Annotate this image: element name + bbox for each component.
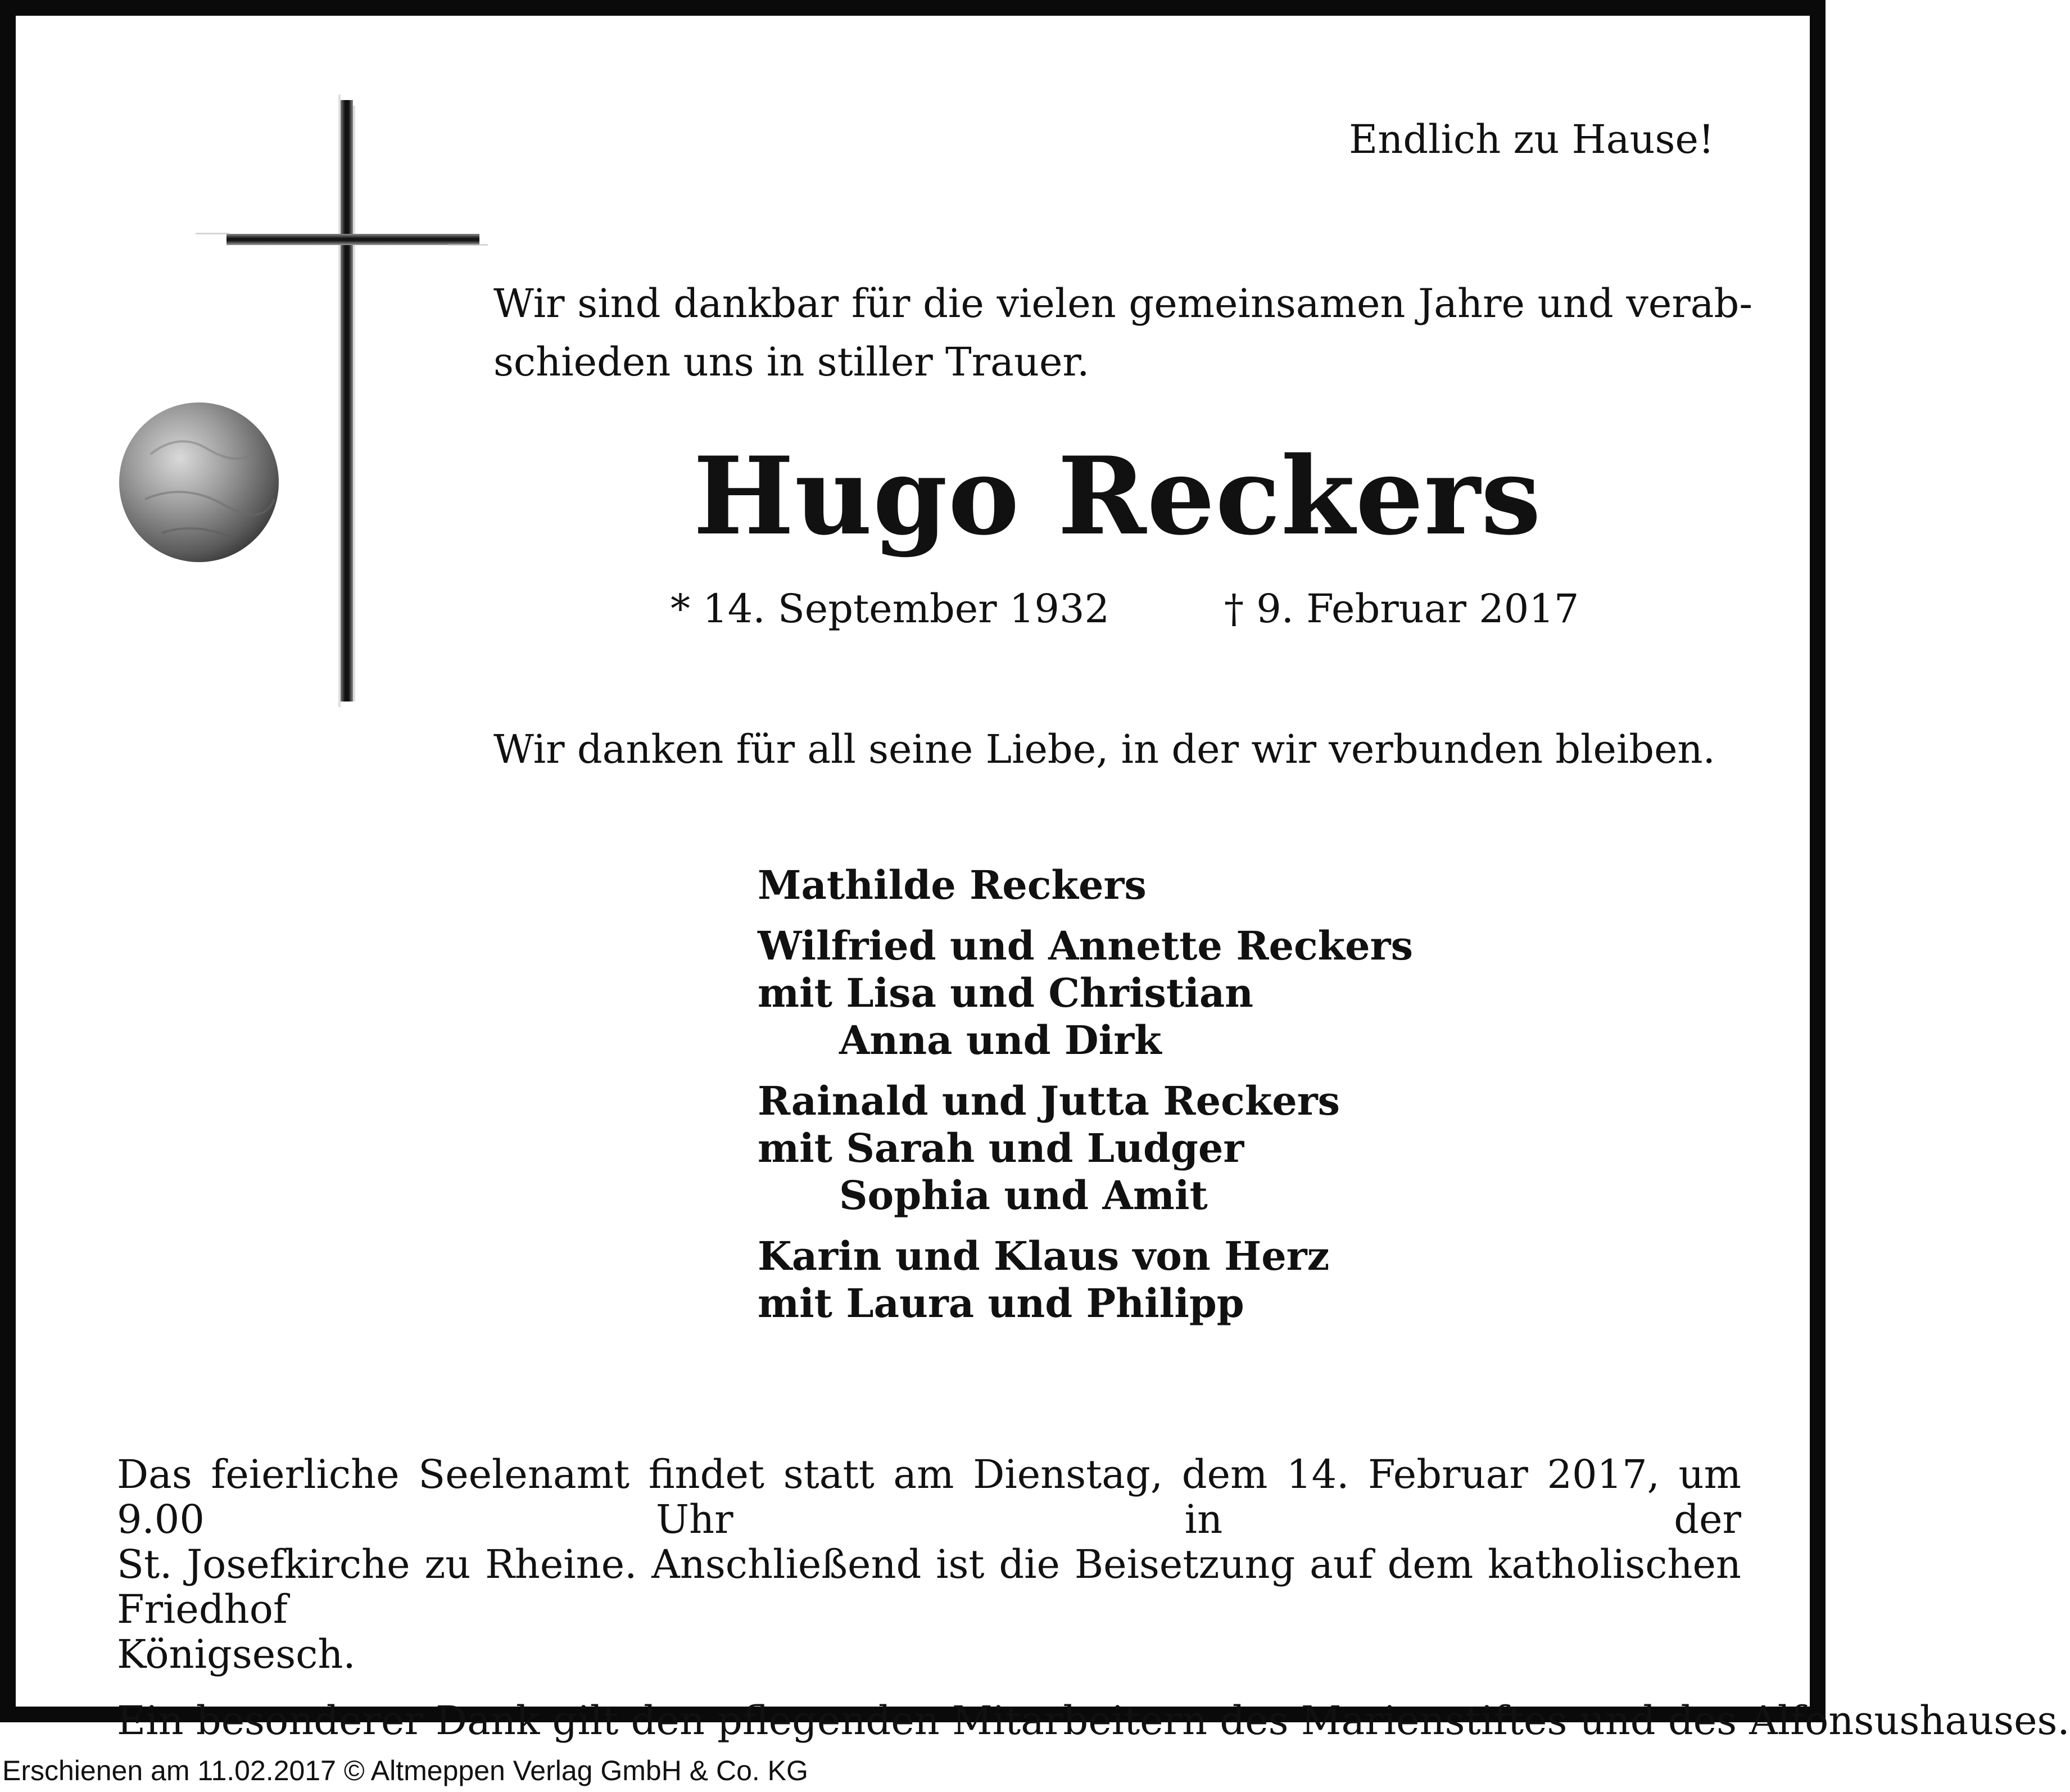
cross-icon [111, 94, 505, 713]
family-line: Mathilde Reckers [758, 862, 1147, 908]
family-group [758, 1078, 1413, 1219]
family-line: mit Lisa und Christian [758, 970, 1254, 1016]
notice-line: Ein besonderer Dank gilt den pflegenden Mitarbeitern des Marienstiftes und des Alfonsushauses. [117, 1698, 2070, 1744]
family-group [758, 1233, 1413, 1327]
family-line: Sophia und Amit [839, 1172, 1208, 1219]
birth-date: * 14. September 1932 [671, 586, 1110, 632]
family-list [758, 862, 1413, 1341]
publication-footer: Erschienen am 11.02.2017 © Altmeppen Verlag GmbH & Co. KG [2, 1755, 808, 1786]
earth-sphere-icon [119, 402, 279, 562]
family-line: Anna und Dirk [839, 1017, 1162, 1064]
intro-line: schieden uns in stiller Trauer. [493, 339, 1090, 385]
thanks-text: Wir danken für all seine Liebe, in der wir verbunden bleiben. [493, 726, 1715, 772]
service-notice [117, 1451, 2070, 1744]
family-group [758, 862, 1413, 909]
paragraph-gap [117, 1677, 1741, 1698]
notice-line: St. Josefkirche zu Rheine. Anschließend ist die Beisetzung auf dem katholischen Friedhof [117, 1541, 1741, 1632]
intro-paragraph [493, 274, 1752, 391]
notice-line: Das feierliche Seelenamt findet statt am Dienstag, dem 14. Februar 2017, um 9.00 Uhr in der [117, 1451, 1741, 1542]
family-line: Rainald und Jutta Reckers [758, 1078, 1340, 1124]
motto-text: Endlich zu Hause! [1349, 116, 1714, 162]
notice-line: Königsesch. [117, 1631, 356, 1677]
death-date: † 9. Februar 2017 [1224, 586, 1579, 632]
family-group [758, 922, 1413, 1064]
family-line: Karin und Klaus von Herz [758, 1233, 1330, 1279]
family-line: mit Laura und Philipp [758, 1280, 1244, 1327]
intro-line: Wir sind dankbar für die vielen gemeinsamen Jahre und verab- [493, 280, 1752, 327]
family-line: Wilfried und Annette Reckers [758, 922, 1413, 969]
family-line: mit Sarah und Ludger [758, 1125, 1244, 1171]
deceased-name: Hugo Reckers [693, 433, 1542, 559]
